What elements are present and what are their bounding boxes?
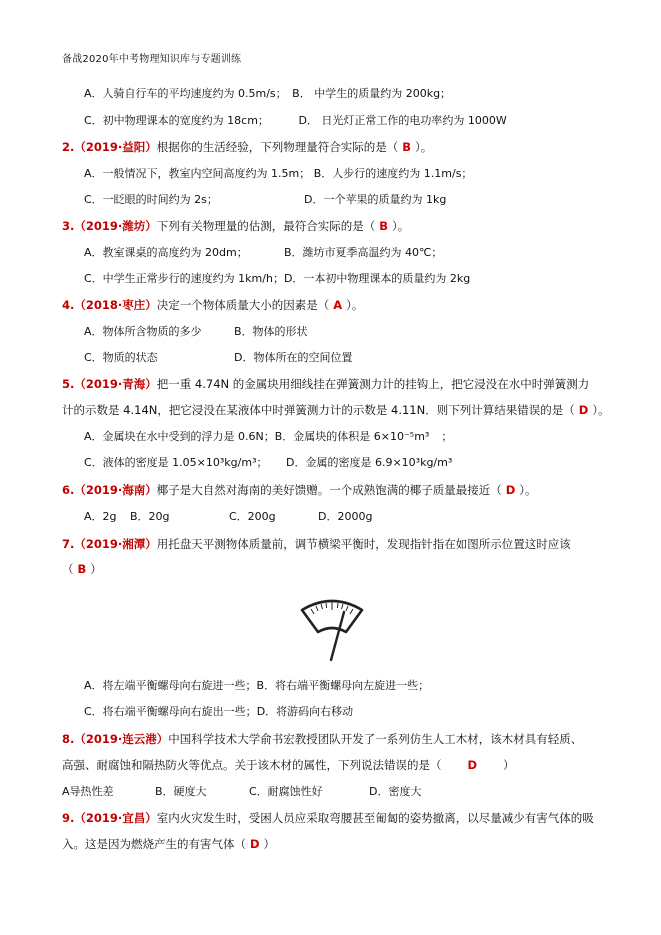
q5-option-a: A．金属块在水中受到的浮力是 0.6N； [84,430,275,443]
q5-option-c: C．液体的密度是 1.05×10³kg/m³； [84,456,268,469]
question-8-continued [62,758,515,772]
question-text: 计的示数是 4.14N，把它浸没在某液体中时弹簧测力计的示数是 4.11N．则下列计算结果错误的是（ [62,403,575,417]
q3-option-c: C．中学生正常步行的速度约为 1km/h； [84,272,284,285]
question-end: ）。 [392,219,410,233]
q4-options-cd [84,351,352,365]
answer-mark: B [77,562,87,576]
q6-option-d: D．2000g [318,510,373,523]
question-source: （2018·枣庄） [74,298,157,312]
answer-mark: B [402,140,412,154]
question-number: 5. [62,377,75,391]
q2-option-b: B．人步行的速度约为 1.1m/s； [313,167,473,180]
q8-option-b: B．硬度大 [155,785,207,798]
q1-options-cd [84,114,507,128]
question-source: （2019·海南） [74,483,157,497]
question-source: （2019·潍坊） [74,219,157,233]
q8-option-d: D．密度大 [369,785,422,798]
q8-options [62,785,421,799]
q7-option-a: A．将左端平衡螺母向右旋进一些； [84,679,257,692]
q8-option-a: A导热性差 [62,785,114,798]
q2-option-a: A．一般情况下，教室内空间高度约为 1.5m； [84,167,311,180]
answer-mark: D [578,403,589,417]
q3-option-d: D．一本初中物理课本的质量约为 2kg [283,272,471,285]
question-text: 高强、耐腐蚀和隔热防火等优点。关于该木材的属性，下列说法错误的是（ [62,758,442,772]
q3-option-b: B．潍坊市夏季高温约为 40℃； [284,246,443,259]
question-source: （2019·湘潭） [74,537,157,551]
question-end: ）。 [415,140,433,154]
question-text: 根据你的生活经验，下列物理量符合实际的是（ [156,140,399,154]
question-number: 7. [62,537,75,551]
question-5-continued [62,403,610,417]
question-end: ）。 [592,403,610,417]
question-3 [62,219,409,233]
question-8 [62,732,582,746]
question-text: 决定一个物体质量大小的因素是（ [156,298,330,312]
q5-option-b: B．金属块的体积是 6×10⁻⁵m³ [274,430,430,443]
question-text: 把一重 4.74N 的金属块用细线挂在弹簧测力计的挂钩上，把它浸没在水中时弹簧测力 [156,377,590,391]
question-number: 9. [62,811,75,825]
q1-option-b: B． 中学生的质量约为 200kg； [292,87,452,100]
question-source: （2019·益阳） [74,140,157,154]
q4-option-b: B．物体的形状 [234,325,308,338]
q7-option-b: B．将右端平衡螺母向左旋进一些； [256,679,430,692]
question-text: 入。这是因为燃烧产生的有害气体（ [62,837,246,851]
q4-option-a: A．物体所含物质的多少 [84,325,202,338]
question-number: 2. [62,140,75,154]
answer-mark: D [250,837,260,851]
question-source: （2019·连云港） [74,732,169,746]
answer-mark: D [467,758,478,772]
q1-options-ab [84,87,451,101]
question-text: 中国科学技术大学俞书宏教授团队开发了一系列仿生人工木材，该木材具有轻质、 [168,732,583,746]
answer-mark: B [379,219,389,233]
q4-options-ab [84,325,308,339]
q7-options-cd [84,705,353,719]
question-end: ）。 [519,483,537,497]
q7-option-d: D．将游码向右移动 [256,705,354,718]
question-text: 室内火灾发生时，受困人员应采取弯腰甚至匍匐的姿势撤离，以尽量减少有害气体的吸 [156,811,594,825]
q6-option-b: B．20g [130,510,170,523]
q7-options-ab [84,679,429,693]
q5-option-d: D．金属的密度是 6.9×10³kg/m³ [286,456,453,469]
q6-option-a: A．2g [84,510,117,523]
q3-options-cd [84,272,470,286]
q5-option-b-tail: ； [441,430,453,443]
q6-option-c: C．200g [229,510,276,523]
question-number: 8. [62,732,75,746]
question-7-continued [62,562,102,576]
balance-pointer-scale-icon [298,594,366,662]
q4-option-c: C．物质的状态 [84,351,158,364]
question-9-continued [62,837,275,851]
q2-options-ab [84,167,472,181]
q3-option-a: A．教室课桌的高度约为 20dm； [84,246,248,259]
question-7 [62,537,571,551]
q1-option-c: C．初中物理课本的宽度约为 18cm； [84,114,269,127]
question-source: （2019·宜昌） [74,811,157,825]
question-9 [62,811,594,825]
q7-option-c: C．将右端平衡螺母向右旋出一些； [84,705,257,718]
q5-options-ab [84,430,452,444]
answer-mark: D [505,483,516,497]
question-number: 6. [62,483,75,497]
question-number: 4. [62,298,75,312]
question-end: ） [503,758,515,772]
q1-option-d: D． 日光灯正常工作的电功率约为 1000W [298,114,507,127]
question-text: 下列有关物理量的估测，最符合实际的是（ [156,219,376,233]
question-5 [62,377,589,391]
question-end: ） [263,837,276,851]
q6-options [84,510,372,524]
q1-option-a: A．人骑自行车的平均速度约为 0.5m/s； [84,87,287,100]
question-end: ）。 [346,298,364,312]
q8-option-c: C．耐腐蚀性好 [249,785,323,798]
q2-options-cd [84,193,446,207]
q4-option-d: D．物体所在的空间位置 [234,351,353,364]
question-2 [62,140,432,154]
question-number: 3. [62,219,75,233]
question-6 [62,483,537,497]
q2-option-c: C．一眨眼的时间约为 2s； [84,193,218,206]
q3-options-ab [84,246,442,260]
question-text: 用托盘天平测物体质量前，调节横梁平衡时，发现指针指在如图所示位置这时应该 [156,537,571,551]
q5-options-cd [84,456,452,470]
question-4 [62,298,363,312]
question-end: ） [90,562,102,576]
question-open: （ [62,562,74,576]
question-text: 椰子是大自然对海南的美好馈赠。一个成熟饱满的椰子质量最接近（ [156,483,502,497]
page-header: 备战2020年中考物理知识库与专题训练 [62,54,242,65]
question-source: （2019·青海） [74,377,157,391]
answer-mark: A [333,298,343,312]
q2-option-d: D．一个苹果的质量约为 1kg [304,193,447,206]
